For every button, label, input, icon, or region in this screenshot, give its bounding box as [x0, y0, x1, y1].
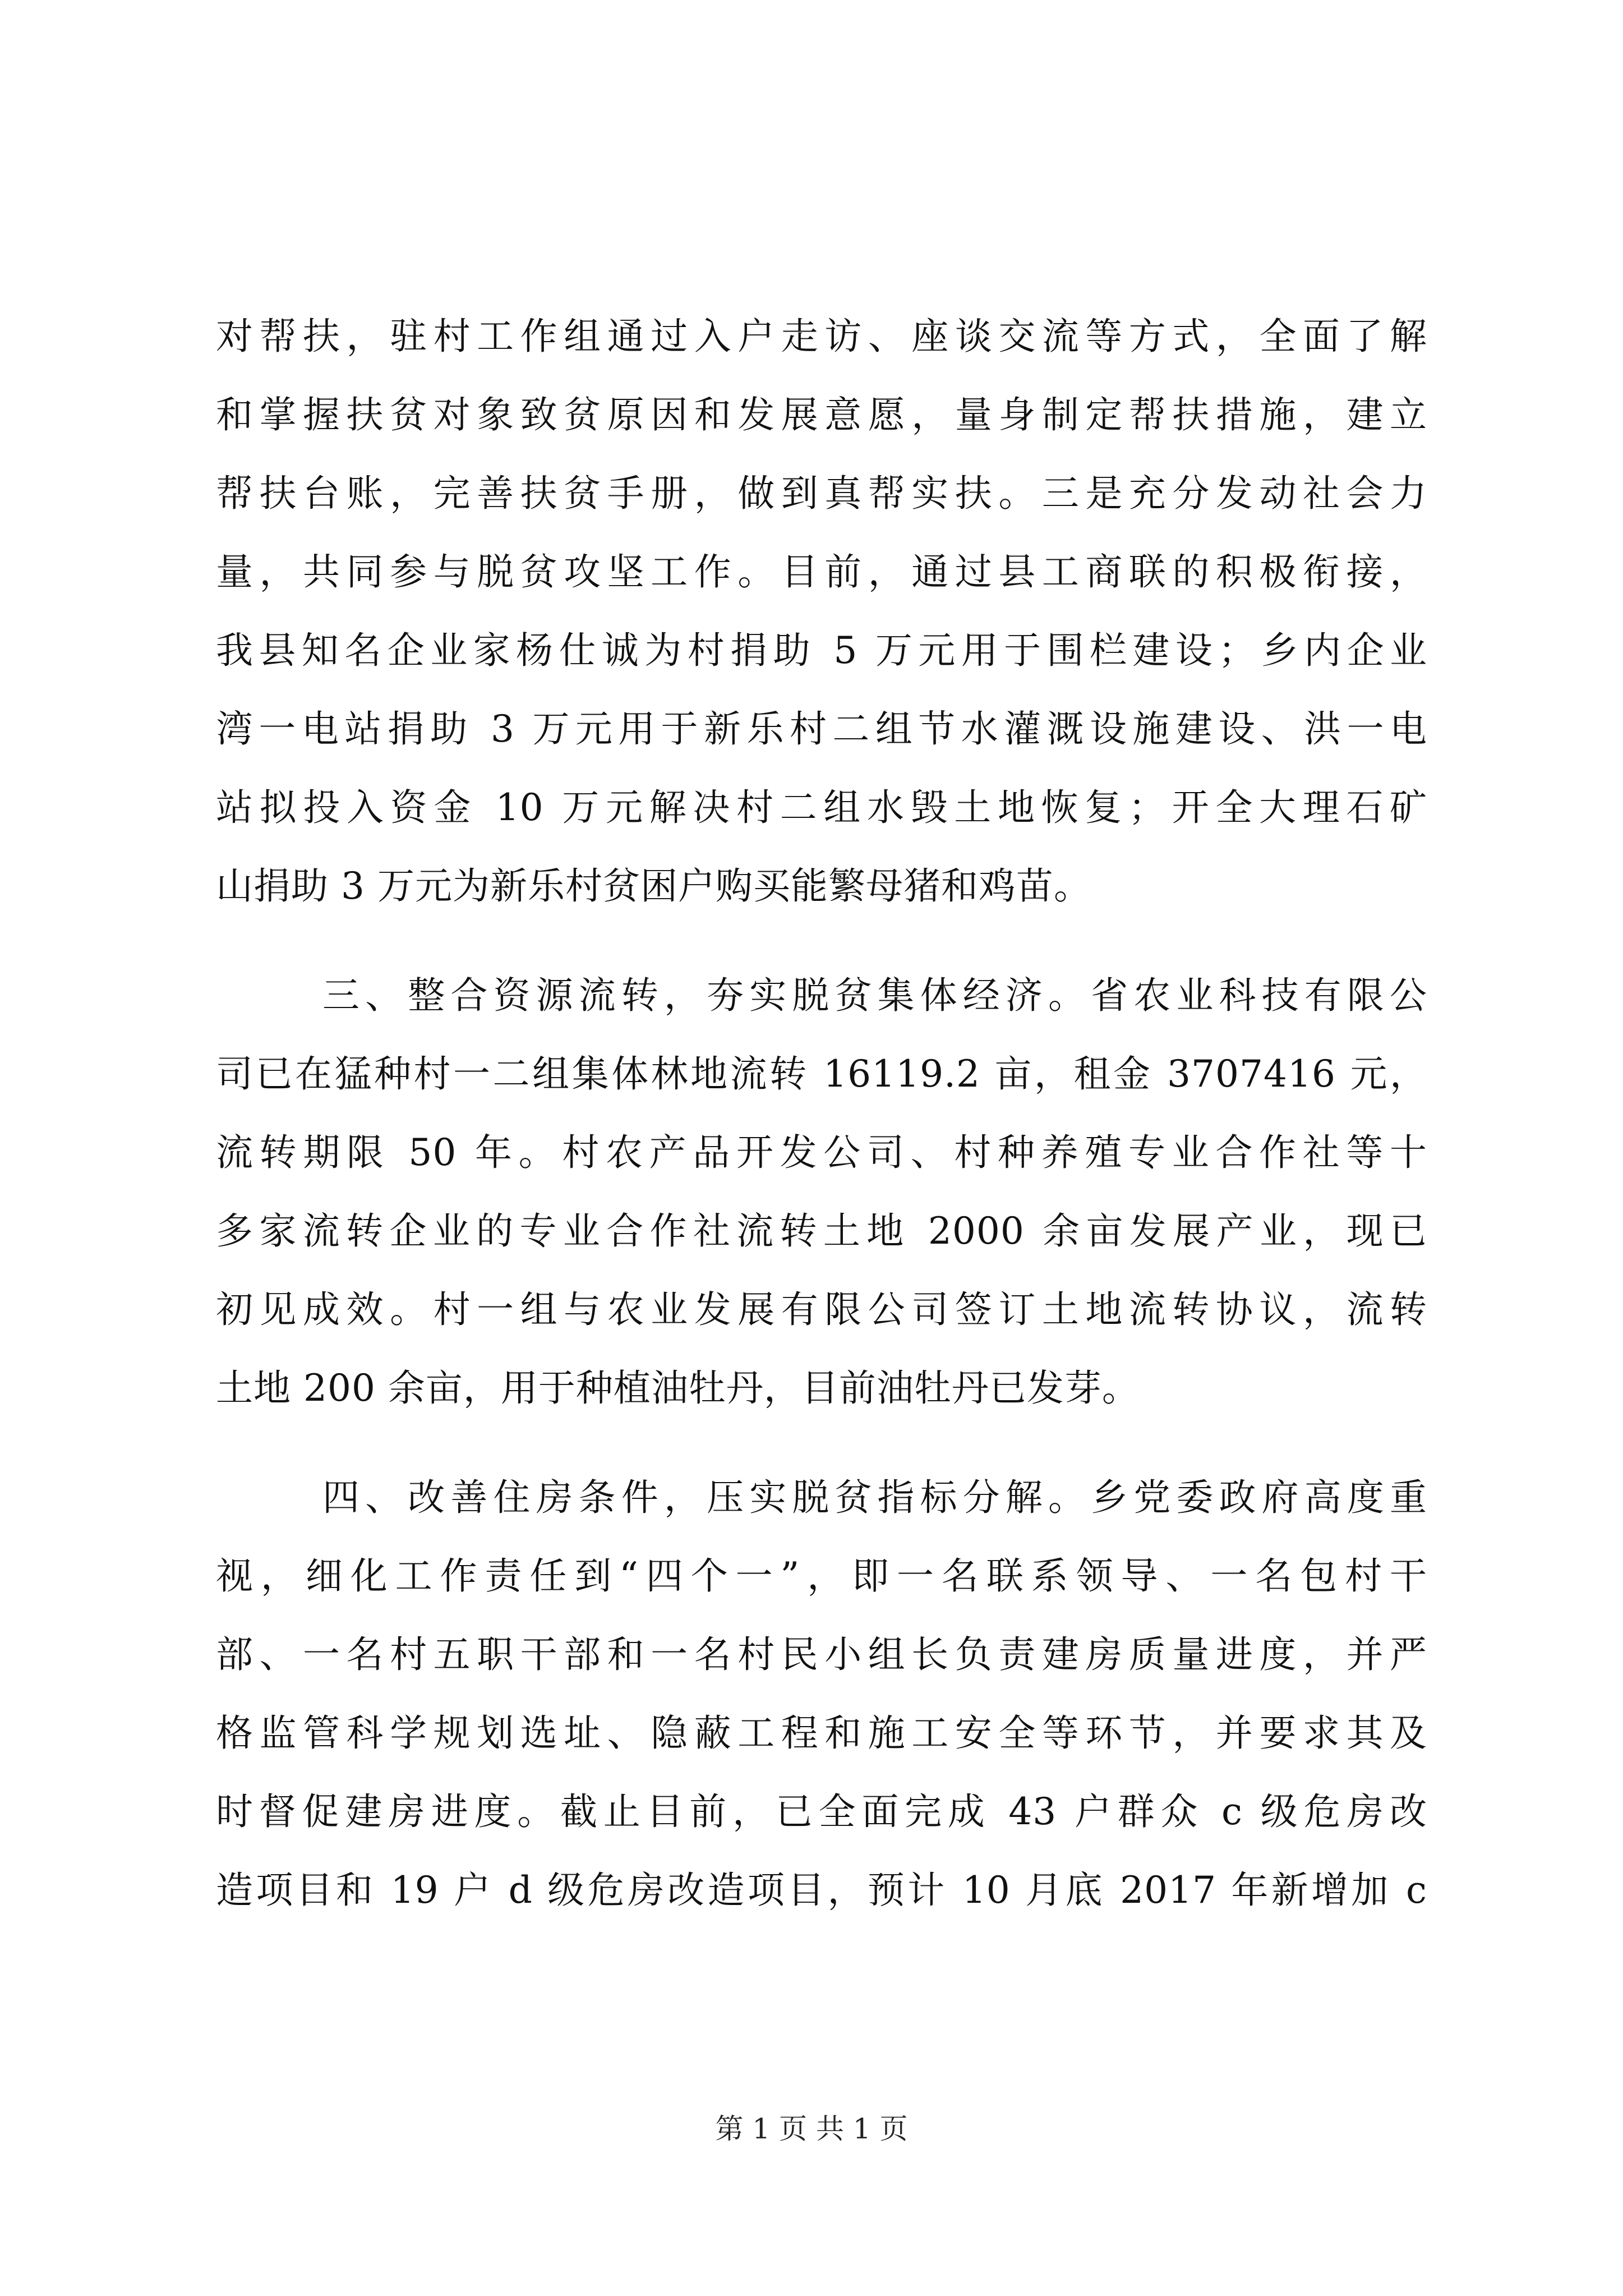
- page-footer: 第 1 页 共 1 页: [715, 2113, 908, 2145]
- text-line: 土地 200 余亩，用于种植油牡丹，目前油牡丹已发芽。: [216, 1366, 1140, 1410]
- text-line: 部、一名村五职干部和一名村民小组长负责建房质量进度，并严: [216, 1633, 1427, 1676]
- text-line: 视，细化工作责任到“四个一”，即一名联系领导、一名包村干: [216, 1554, 1427, 1598]
- text-line: 司已在猛种村一二组集体林地流转 16119.2 亩，租金 3707416 元，: [216, 1052, 1427, 1096]
- text-line: 对帮扶，驻村工作组通过入户走访、座谈交流等方式，全面了解: [216, 315, 1427, 358]
- text-line: 初见成效。村一组与农业发展有限公司签订土地流转协议，流转: [216, 1288, 1427, 1331]
- text-line: 流转期限 50 年。村农产品开发公司、村种养殖专业合作社等十: [216, 1131, 1427, 1174]
- paragraph-first-line: 三、整合资源流转，夯实脱贫集体经济。省农业科技有限公: [322, 974, 1427, 1017]
- text-line: 山捐助 3 万元为新乐村贫困户购买能繁母猪和鸡苗。: [216, 864, 1091, 908]
- text-line: 多家流转企业的专业合作社流转土地 2000 余亩发展产业，现已: [216, 1209, 1427, 1253]
- text-line: 造项目和 19 户 d 级危房改造项目，预计 10 月底 2017 年新增加 c: [216, 1869, 1427, 1912]
- text-line: 我县知名企业家杨仕诚为村捐助 5 万元用于围栏建设；乡内企业: [216, 629, 1427, 672]
- text-line: 格监管科学规划选址、隐蔽工程和施工安全等环节，并要求其及: [216, 1711, 1427, 1755]
- text-line: 量，共同参与脱贫攻坚工作。目前，通过县工商联的积极衔接，: [216, 550, 1427, 593]
- text-line: 站拟投入资金 10 万元解决村二组水毁土地恢复；开全大理石矿: [216, 786, 1427, 829]
- text-line: 和掌握扶贫对象致贫原因和发展意愿，量身制定帮扶措施，建立: [216, 393, 1427, 436]
- text-line: 时督促建房进度。截止目前，已全面完成 43 户群众 c 级危房改: [216, 1790, 1427, 1833]
- paragraph-first-line: 四、改善住房条件，压实脱贫指标分解。乡党委政府高度重: [322, 1476, 1427, 1519]
- text-line: 帮扶台账，完善扶贫手册，做到真帮实扶。三是充分发动社会力: [216, 472, 1427, 515]
- text-line: 湾一电站捐助 3 万元用于新乐村二组节水灌溉设施建设、洪一电: [216, 707, 1427, 751]
